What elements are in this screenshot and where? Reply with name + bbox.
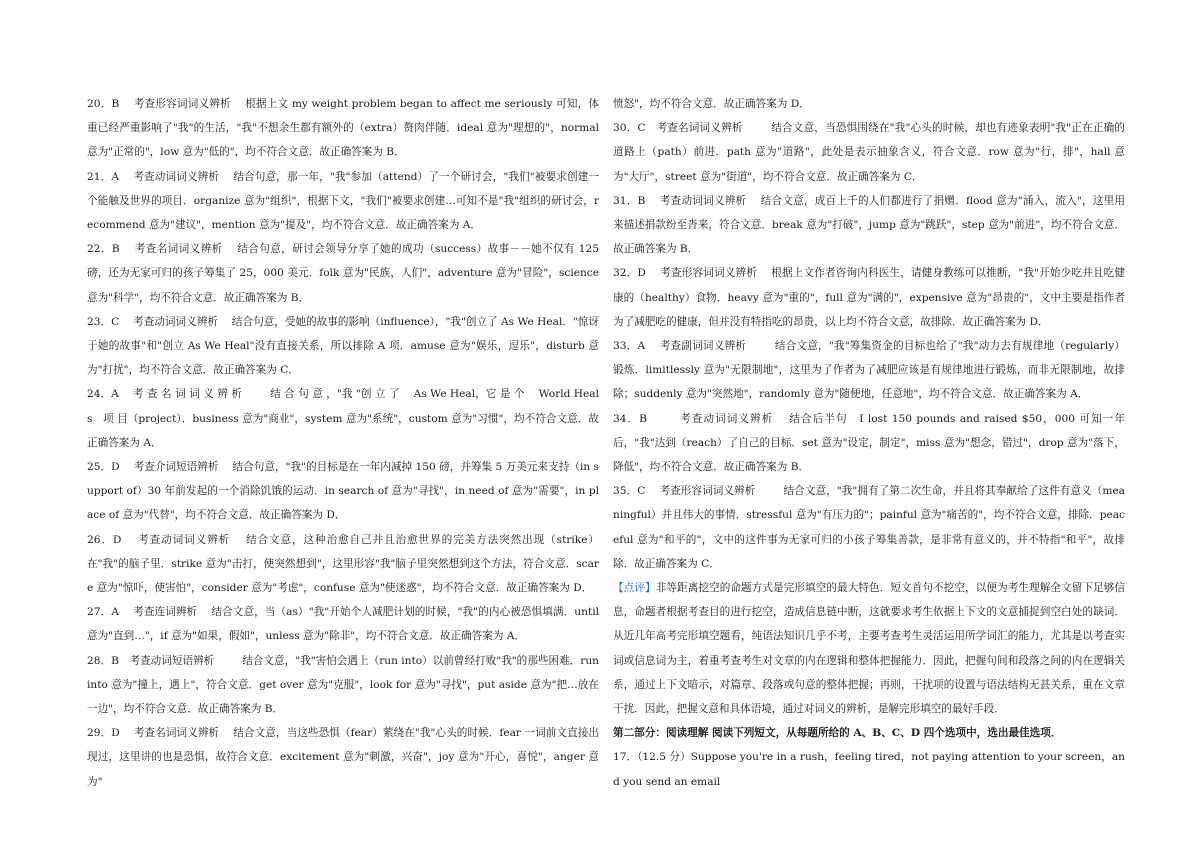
answer-26: 26．D 考查动词词义辨析 结合文意，这种治愈自己并且治愈世界的完美方法突然出现（strike）在"我"的脑子里．strike 意为"击打，使突然想到"，这里形容"我"脑子里突然想到这个方法，符合文意．scare 意为"惊吓，使害怕"，consider 意为"考虑"，confuse 意为"使迷惑"，均不符合文意．故正确答案为 D． bbox=[87, 533, 599, 595]
answer-34: 34．B 考查动词词义辨析 结合后半句 I lost 150 pounds and raised $50，000 可知一年后，"我"达到（reach）了自己的目标．set 意为"设定，制定"，miss 意为"想念，错过"，drop 意为"落下，降低"，均不符合文意．故正确答案为 B． bbox=[613, 412, 1125, 474]
answer-30: 30．C 考查名词词义辨析 结合文意，当恐惧围绕在"我"心头的时候，却也有迹象表明"我"正在正确的道路上（path）前进．path 意为"道路"，此处是表示抽象含义，符合文意．row 意为"行，排"，hall 意为"大厅"，street 意为"街道"，均不符合文意．故正确答案为 C． bbox=[613, 122, 1125, 183]
comment-paragraph bbox=[613, 576, 1125, 721]
right-column bbox=[613, 92, 1125, 794]
answer-28: 28．B 考查动词短语辨析 结合文意，"我"害怕会遇上（run into）以前曾经打败"我"的那些困难．run into 意为"撞上，遇上"，符合文意．get over 意为"克服"，look for 意为"寻找"，put aside 意为"把…放在一边"，均不符合文意．故正确答案为 B． bbox=[87, 654, 599, 716]
left-column bbox=[87, 92, 599, 794]
answer-25: 25．D 考查介词短语辨析 结合句意，"我"的目标是在一年内减掉 150 磅，并筹集 5 万美元来支持（in support of）30 年前发起的一个消除饥饿的运动．in search of 意为"寻找"，in need of 意为"需要"，in place of 意为"代替"，均不符合文意．故正确答案为 D． bbox=[87, 461, 599, 522]
answer-21: 21．A 考查动词词义辨析 结合句意，那一年，"我"参加（attend）了一个研讨会，"我们"被要求创建一个能触及世界的项目．organize 意为"组织"，根据下文，"我们"被要求创建…可知不是"我"组织的研讨会，recommend 意为"建议"，mention 意为"提及"，均不符合文意．故正确答案为 A． bbox=[87, 170, 599, 232]
answer-27: 27．A 考查连词辨析 结合文意，当（as）"我"开始个人减肥计划的时候，"我"的内心被恐惧填满．until 意为"直到…"，if 意为"如果，假如"，unless 意为"除非"，均不符合文意．故正确答案为 A． bbox=[87, 606, 599, 643]
answer-29: 29．D 考查名词词义辨析 结合文意，当这些恐惧（fear）萦绕在"我"心头的时候．fear 一词前文直接出现过，这里讲的也是恐惧，故符合文意．excitement 意为"刺激，兴奋"，joy 意为"开心，喜悦"，anger 意为" bbox=[87, 727, 599, 788]
comment-text: 非等距离挖空的命题方式是完形填空的最大特色．短文首句不挖空，以便为考生理解全文留下足够信息，命题者根据考查目的进行挖空，造成信息链中断，这就要求考生依据上下文的文意捕捉到空白处的缺词．从近几年高考完形填空题看，纯语法知识几乎不考，主要考查考生灵活运用所学词汇的能力，尤其是以考查实词或信息词为主，着重考查考生对文章的内在逻辑和整体把握能力．因此，把握句间和段落之间的内在逻辑关系，通过上下文暗示，对篇章、段落或句意的整体把握；再则，干扰项的设置与语法结构无甚关系，重在文章干扰．因此，把握文意和具体语境，通过对词义的辨析，是解完形填空的最好手段． bbox=[613, 582, 1126, 716]
answer-32: 32．D 考查形容词词义辨析 根据上文作者咨询内科医生，请健身教练可以推断，"我"开始少吃并且吃健康的（healthy）食物．heavy 意为"重的"，full 意为"满的"，expensive 意为"昂贵的"，文中主要是指作者为了减肥吃的健康，但并没有特指吃的昂贵，以上均不符合文意，故排除．故正确答案为 D． bbox=[613, 267, 1125, 328]
answer-35: 35．C 考查形容词词义辨析 结合文意，"我"拥有了第二次生命，并且将其奉献给了这件有意义（meaningful）并且伟大的事情．stressful 意为"有压力的"；painful 意为"痛苦的"，均不符合文意，排除．peaceful 意为"和平的"，文中的这件事为无家可归的小孩子筹集善款，是非常有意义的，并不特指"和平"，故排除．故正确答案为 C． bbox=[613, 485, 1125, 570]
answer-23: 23．C 考查动词词义辨析 结合句意，受她的故事的影响（influence），"我"创立了 As We Heal．"惊讶于她的故事"和"创立 As We Heal"没有直接关系，所以排除 A 项．amuse 意为"娱乐，逗乐"，disturb 意为"打扰"，均不符合文意．故正确答案为 C． bbox=[87, 315, 599, 377]
section-heading: 第二部分：阅读理解 阅读下列短文，从每题所给的 A、B、C、D 四个选项中，选出最佳选项． bbox=[613, 727, 1062, 740]
answer-33: 33．A 考查副词词义辨析 结合文意，"我"筹集资金的目标也给了"我"动力去有规律地（regularly）锻炼．limitlessly 意为"无限制地"，这里为了作者为了减肥应该是有规律地进行锻炼，而非无限制地，故排除；suddenly 意为"突然地"，randomly 意为"随便地，任意地"，均不符合文意．故正确答案为 A． bbox=[613, 340, 1125, 401]
answer-20: 20．B 考查形容词词义辨析 根据上文 my weight problem began to affect me seriously 可知，体重已经严重影响了"我"的生活，"我"不想余生都有额外的（extra）赘肉伴随．ideal 意为"理想的"，normal 意为"正常的"，low 意为"低的"，均不符合文意．故正确答案为 B． bbox=[87, 98, 599, 159]
answer-22: 22．B 考查名词词义辨析 结合句意，研讨会领导分享了她的成功（success）故事－－她不仅有 125 磅，还为无家可归的孩子筹集了 25，000 美元．folk 意为"民族，人们"，adventure 意为"冒险"，science 意为"科学"，均不符合文意．故正确答案为 B． bbox=[87, 243, 599, 304]
answer-29-continued: 愤怒"，均不符合文意．故正确答案为 D． bbox=[613, 98, 810, 110]
comment-tag: 【点评】 bbox=[613, 582, 656, 595]
answer-31: 31．B 考查动词词义辨析 结合文意，成百上千的人们都进行了捐赠．flood 意为"涌入，流入"，这里用来描述捐款纷至沓来，符合文意．break 意为"打破"，jump 意为"跳跃"，step 意为"前进"，均不符合文意．故正确答案为 B． bbox=[613, 194, 1125, 256]
answer-24: 24．A 考 查 名 词 词 义 辨 析 结 合 句 意 ，"我 "创 立 了 As We Heal，它 是 个 World Heals 项 目（project）．business 意为"商业"，system 意为"系统"，custom 意为"习惯"，均不符合文意．故正确答案为 A． bbox=[87, 388, 599, 449]
question-17: 17．（12.5 分）Suppose you're in a rush，feeling tired，not paying attention to your screen，and you send an email bbox=[613, 751, 1125, 788]
